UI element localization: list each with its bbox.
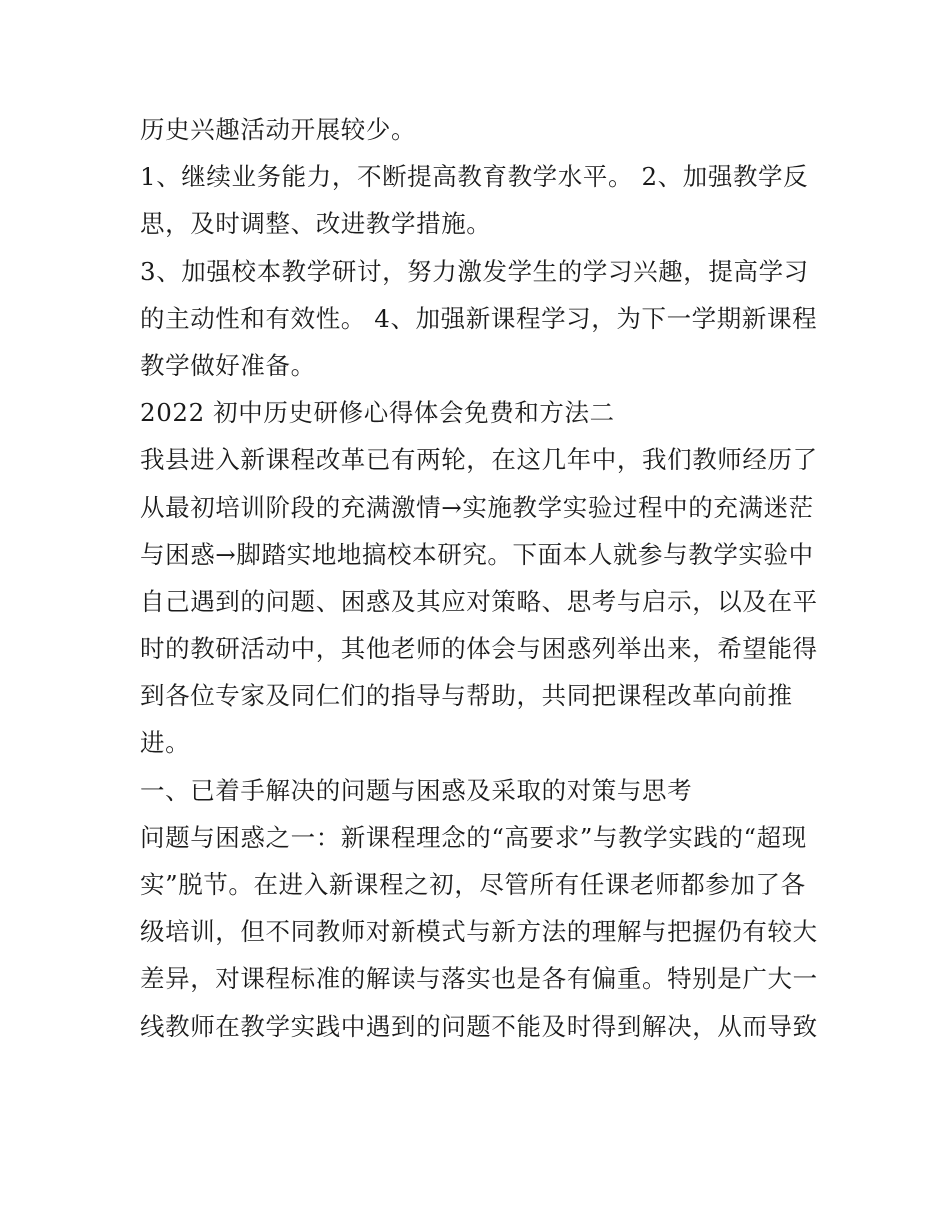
section-heading: 2022 初中历史研修心得体会免费和方法二 — [140, 398, 615, 428]
text-line: 1、继续业务能力，不断提高教育教学水平。 2、加强教学反 — [140, 162, 809, 192]
text-line: 我县进入新课程改革已有两轮，在这几年中，我们教师经历了 — [140, 445, 818, 475]
text-line: 级培训，但不同教师对新模式与新方法的理解与把握仍有较大 — [140, 917, 818, 947]
text-line: 思，及时调整、改进教学措施。 — [140, 209, 492, 239]
text-line: 差异，对课程标准的解读与落实也是各有偏重。特别是广大一 — [140, 964, 818, 994]
text-line: 时的教研活动中，其他老师的体会与困惑列举出来，希望能得 — [140, 634, 818, 664]
subsection-heading: 一、已着手解决的问题与困惑及采取的对策与思考 — [140, 775, 693, 805]
text-line: 问题与困惑之一：新课程理念的“高要求”与教学实践的“超现 — [140, 822, 807, 852]
text-line: 教学做好准备。 — [140, 350, 316, 380]
text-line: 的主动性和有效性。 4、加强新课程学习，为下一学期新课程 — [140, 303, 818, 333]
text-line: 进。 — [140, 728, 191, 758]
text-line: 历史兴趣活动开展较少。 — [140, 115, 417, 144]
text-line: 3、加强校本教学研讨，努力激发学生的学习兴趣，提高学习 — [140, 256, 809, 286]
text-line: 线教师在教学实践中遇到的问题不能及时得到解决，从而导致 — [140, 1011, 818, 1041]
text-line: 从最初培训阶段的充满激情→实施教学实验过程中的充满迷茫 — [140, 492, 814, 522]
text-line: 实”脱节。在进入新课程之初，尽管所有任课老师都参加了各 — [140, 870, 806, 899]
text-line: 与困惑→脚踏实地地搞校本研究。下面本人就参与教学实验中 — [140, 539, 814, 569]
document-body — [140, 106, 820, 1050]
text-line: 到各位专家及同仁们的指导与帮助，共同把课程改革向前推 — [140, 681, 793, 711]
text-line: 自己遇到的问题、困惑及其应对策略、思考与启示，以及在平 — [140, 586, 818, 616]
